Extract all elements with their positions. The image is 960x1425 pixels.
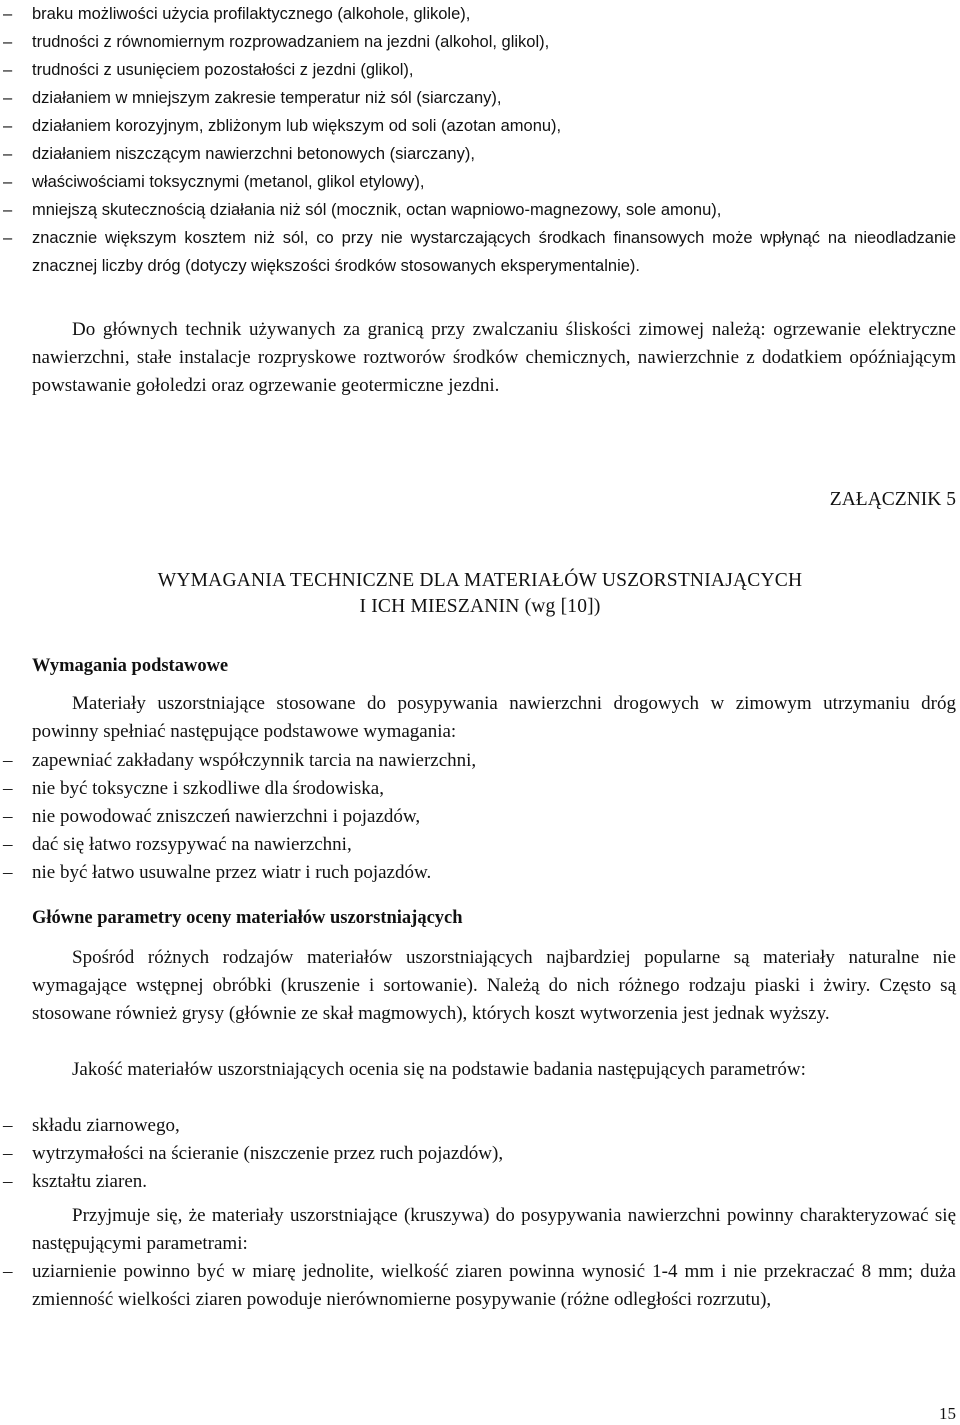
list-item: – wytrzymałości na ścieranie (niszczenie przez ruch pojazdów), [0, 1140, 960, 1168]
dash-bullet-icon [3, 775, 25, 803]
dash-bullet-icon [3, 112, 25, 140]
list-item: – dać się łatwo rozsypywać na nawierzchni, [0, 831, 960, 859]
list-item: – nie być toksyczne i szkodliwe dla środowiska, [0, 775, 960, 803]
dash-bullet-icon [3, 1258, 25, 1286]
dash-bullet-icon [3, 140, 25, 168]
list-item: – kształtu ziaren. [0, 1168, 960, 1196]
dash-bullet-icon [3, 803, 25, 831]
list-item: – składu ziarnowego, [0, 1112, 960, 1140]
list-item: – działaniem korozyjnym, zbliżonym lub większym od soli (azotan amonu), [0, 112, 960, 140]
list-item: – znacznie większym kosztem niż sól, co przy nie wystarczających środkach finansowych może wpłynąć na nieodladzanie znacznej liczby dróg (dotyczy większości środków stosowanych eksperymentalnie). [0, 224, 960, 280]
dash-bullet-icon [3, 196, 25, 224]
page-number: 15 [939, 1404, 956, 1423]
document-title [0, 568, 960, 620]
dash-bullet-icon [3, 0, 25, 28]
basic-requirements-list [0, 747, 960, 887]
parameters-paragraph: Przyjmuje się, że materiały uszorstniające (kruszywa) do posypywania nawierzchni powinny charakteryzować się następującymi parametrami: [32, 1205, 956, 1254]
section-heading-main-parameters: Główne parametry oceny materiałów uszorstniających [32, 908, 463, 928]
quality-paragraph: Jakość materiałów uszorstniających ocenia się na podstawie badania następujących parametrów: [72, 1059, 806, 1080]
quality-parameters-list [0, 1112, 960, 1196]
dash-bullet-icon [3, 28, 25, 56]
dash-bullet-icon [3, 84, 25, 112]
list-item: – uziarnienie powinno być w miarę jednolite, wielkość ziaren powinna wynosić 1-4 mm i nie przekraczać 8 mm; duża zmienność wielkości ziaren powoduje nierównomierne posypywanie (różne odległości rozrzutu), [0, 1258, 960, 1314]
dash-bullet-icon [3, 859, 25, 887]
dash-bullet-icon [3, 1168, 25, 1196]
dash-bullet-icon [3, 56, 25, 84]
intro-paragraph: Do głównych technik używanych za granicą przy zwalczaniu śliskości zimowej należą: ogrzewanie elektryczne nawierzchni, stałe instalacje rozpryskowe roztworów środków chemicznych, nawierzchnie z dodatkiem opóźniającym powstawanie gołoledzi oraz ogrzewanie geotermiczne jezdni. [32, 319, 956, 396]
title-line-2: I ICH MIESZANIN (wg [10]) [359, 596, 601, 617]
list-item: – trudności z usunięciem pozostałości z jezdni (glikol), [0, 56, 960, 84]
list-item: – nie być łatwo usuwalne przez wiatr i ruch pojazdów. [0, 859, 960, 887]
list-item: – mniejszą skutecznością działania niż sól (mocznik, octan wapniowo-magnezowy, sole amonu), [0, 196, 960, 224]
dash-bullet-icon [3, 1112, 25, 1140]
title-line-1: WYMAGANIA TECHNICZNE DLA MATERIAŁÓW USZORSTNIAJĄCYCH [157, 570, 803, 591]
materials-paragraph: Spośród różnych rodzajów materiałów uszorstniających najbardziej popularne są materiały naturalne nie wymagające wstępnej obróbki (kruszenie i sortowanie). Należą do nich różnego rodzaju piaski i żwiry. Często są stosowane również grysy (głównie ze skał magmowych), których koszt wytworzenia jest jednak wyższy. [32, 947, 956, 1024]
list-item: – zapewniać zakładany współczynnik tarcia na nawierzchni, [0, 747, 960, 775]
dash-bullet-icon [3, 831, 25, 859]
annex-label: ZAŁĄCZNIK 5 [829, 489, 956, 510]
dash-bullet-icon [3, 168, 25, 196]
dash-bullet-icon [3, 747, 25, 775]
list-item: – trudności z równomiernym rozprowadzaniem na jezdni (alkohol, glikol), [0, 28, 960, 56]
list-item: – działaniem niszczącym nawierzchni betonowych (siarczany), [0, 140, 960, 168]
section-heading-basic-requirements: Wymagania podstawowe [32, 656, 229, 676]
dash-bullet-icon [3, 224, 25, 252]
list-item: – działaniem w mniejszym zakresie temperatur niż sól (siarczany), [0, 84, 960, 112]
disadvantages-list [0, 0, 960, 280]
basic-requirements-paragraph: Materiały uszorstniające stosowane do posypywania nawierzchni drogowych w zimowym utrzymaniu dróg powinny spełniać następujące podstawowe wymagania: [32, 693, 956, 742]
list-item: – nie powodować zniszczeń nawierzchni i pojazdów, [0, 803, 960, 831]
dash-bullet-icon [3, 1140, 25, 1168]
grain-parameters-list [0, 1258, 960, 1314]
list-item: – właściwościami toksycznymi (metanol, glikol etylowy), [0, 168, 960, 196]
list-item: – braku możliwości użycia profilaktycznego (alkohole, glikole), [0, 0, 960, 28]
